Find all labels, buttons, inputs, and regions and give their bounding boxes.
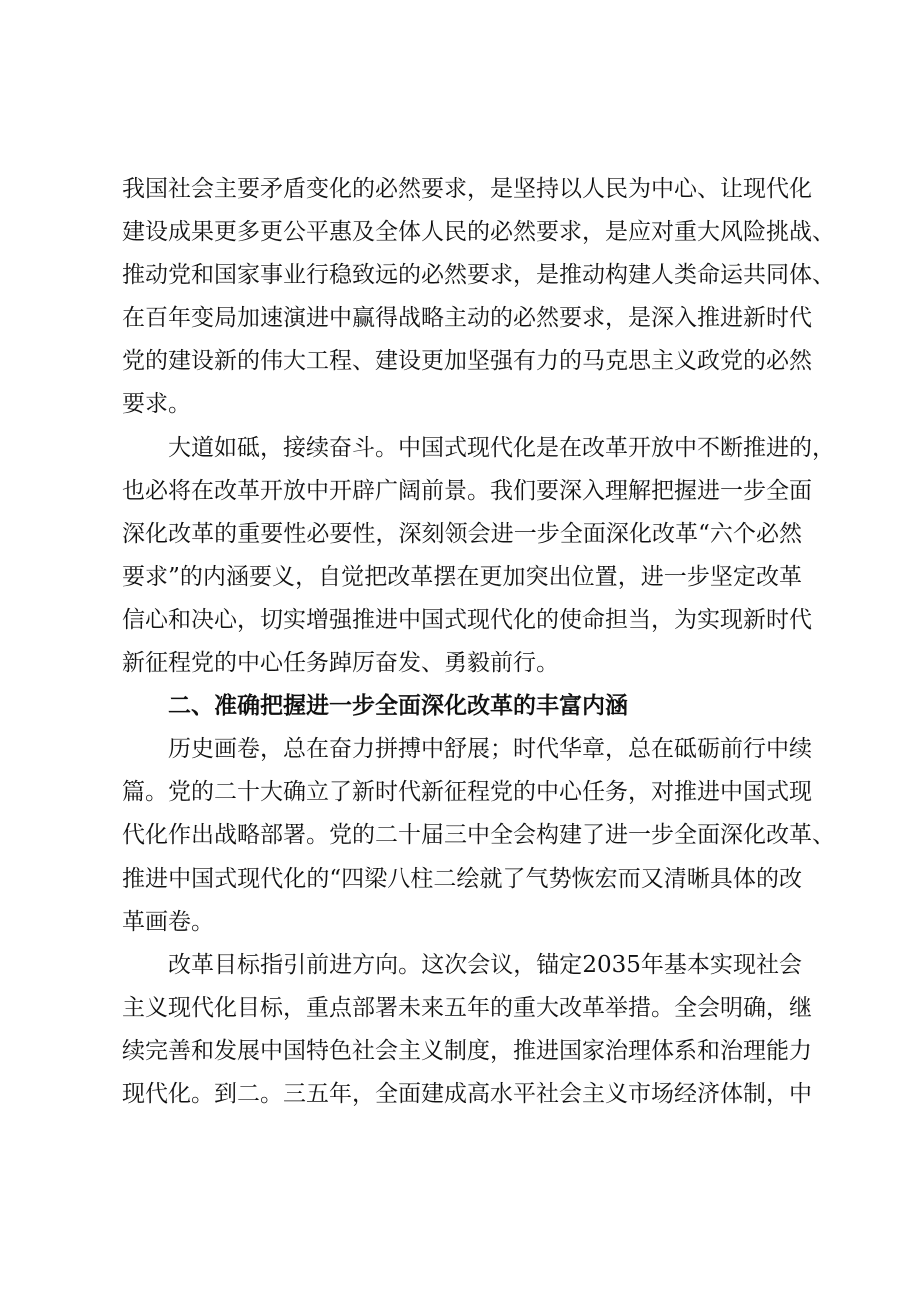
text-line: 党的建设新的伟大工程、建设更加坚强有力的马克思主义政党的必然 [122,348,812,375]
text-line: 也必将在改革开放中开辟广阔前景。我们要深入理解把握进一步全面 [122,477,812,504]
text-line: 在百年变局加速演进中赢得战略主动的必然要求，是深入推进新时代 [122,305,812,332]
text-line: 要求”的内涵要义，自觉把改革摆在更加突出位置，进一步坚定改革 [122,563,802,590]
text-line: 推动党和国家事业行稳致远的必然要求，是推动构建人类命运共同体、 [122,262,835,289]
text-line: 历史画卷，总在奋力拼搏中舒展；时代华章，总在砥砺前行中续 [168,736,812,763]
text-line: 建设成果更多更公平惠及全体人民的必然要求，是应对重大风险挑战、 [122,219,835,246]
text-line: 我国社会主要矛盾变化的必然要求，是坚持以人民为中心、让现代化 [122,176,812,202]
text-line: 篇。党的二十大确立了新时代新征程党的中心任务，对推进中国式现 [122,779,812,806]
text-line: 革画卷。 [122,908,214,935]
text-line: 要求。 [122,391,191,418]
paragraph [122,168,835,427]
text-line: 大道如砥，接续奋斗。中国式现代化是在改革开放中不断推进的， [168,434,835,461]
paragraph [122,728,835,943]
text-line: 新征程党的中心任务踔厉奋发、勇毅前行。 [122,650,559,677]
text-line: 改革目标指引前进方向。这次会议，锚定2035年基本实现社会 [168,951,802,978]
text-line: 现代化。到二。三五年，全面建成高水平社会主义市场经济体制，中 [122,1080,812,1107]
paragraph [122,944,812,1116]
paragraph [122,427,835,686]
text-line: 深化改革的重要性必要性，深刻领会进一步全面深化改革“六个必然 [122,520,802,547]
text-line: 代化作出战略部署。党的二十届三中全会构建了进一步全面深化改革、 [122,822,835,849]
text-line: 续完善和发展中国特色社会主义制度，推进国家治理体系和治理能力 [122,1037,812,1064]
document-body [122,168,835,1116]
text-line: 信心和决心，切实增强推进中国式现代化的使命担当，为实现新时代 [122,606,812,633]
text-line: 推进中国式现代化的“四梁八柱二绘就了气势恢宏而又清晰具体的改 [122,865,802,892]
section-heading: 二、准确把握进一步全面深化改革的丰富内涵 [168,693,628,720]
text-line: 主义现代化目标，重点部署未来五年的重大改革举措。全会明确，继 [122,994,812,1021]
